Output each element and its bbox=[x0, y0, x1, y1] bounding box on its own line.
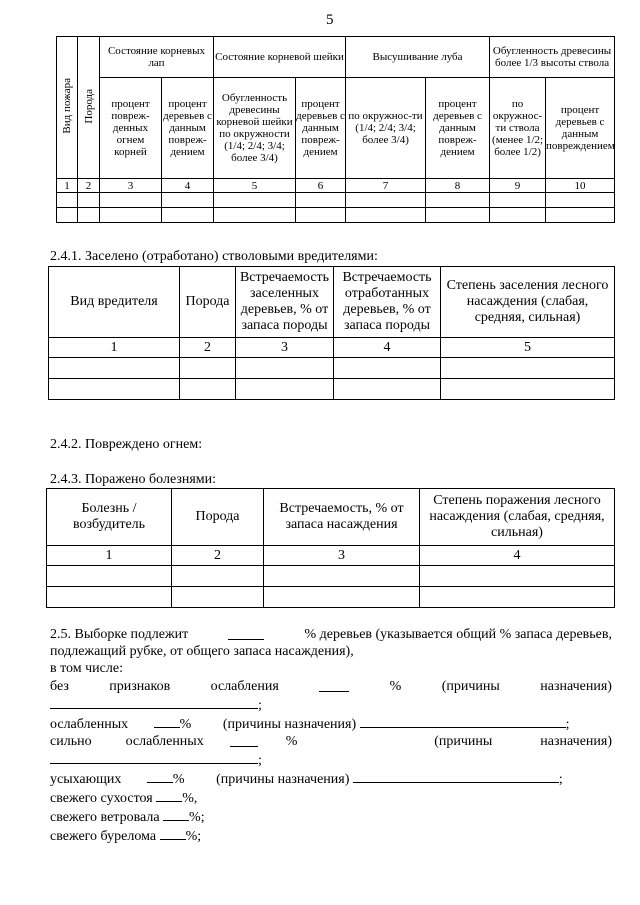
number-cell: 1 bbox=[47, 546, 172, 566]
header-cell: процент деревьев с данным повреж-дением bbox=[296, 78, 346, 179]
number-cell: 1 bbox=[57, 179, 78, 193]
table-row bbox=[57, 208, 615, 223]
number-cell: 1 bbox=[49, 338, 180, 358]
page-number: 5 bbox=[326, 12, 334, 28]
percent-blank[interactable] bbox=[156, 788, 182, 802]
percent-blank[interactable] bbox=[228, 626, 264, 640]
header-cell: процент деревьев с данным повреждением bbox=[546, 78, 615, 179]
header-cell: Порода bbox=[180, 267, 236, 338]
number-cell: 10 bbox=[546, 179, 615, 193]
percent-blank[interactable] bbox=[163, 807, 189, 821]
header-cell: процент повреж-денных огнем корней bbox=[100, 78, 162, 179]
number-cell: 3 bbox=[264, 546, 420, 566]
table-row bbox=[57, 193, 615, 208]
header-cell: процент деревьев с данным повреж-дением bbox=[426, 78, 490, 179]
table-fire-damage bbox=[56, 36, 615, 223]
header-cell: Встречаемость отработанных деревьев, % от запаса породы bbox=[334, 267, 441, 338]
table-row bbox=[49, 358, 615, 379]
number-cell: 8 bbox=[426, 179, 490, 193]
header-cell: Встречаемость заселенных деревьев, % от запаса породы bbox=[236, 267, 334, 338]
section-heading: 2.4.2. Повреждено огнем: bbox=[50, 437, 203, 452]
section-heading: 2.4.3. Поражено болезнями: bbox=[50, 472, 217, 487]
header-cell: Порода bbox=[172, 489, 264, 546]
header-cell: Обугленность древесины корневой шейки по окружности (1/4; 2/4; 3/4; более 3/4) bbox=[214, 78, 296, 179]
header-cell: по окружнос-ти (1/4; 2/4; 3/4; более 3/4) bbox=[346, 78, 426, 179]
percent-blank[interactable] bbox=[147, 769, 173, 783]
header-cell: по окружнос-ти ствола (менее 1/2; более 1/2) bbox=[490, 78, 546, 179]
reason-blank[interactable] bbox=[360, 714, 566, 728]
number-cell: 4 bbox=[334, 338, 441, 358]
table-row bbox=[57, 179, 615, 193]
table-row bbox=[49, 338, 615, 358]
percent-blank[interactable] bbox=[319, 678, 349, 692]
col-species: Порода bbox=[78, 37, 100, 179]
reason-blank[interactable] bbox=[50, 750, 258, 764]
percent-blank[interactable] bbox=[230, 733, 258, 747]
number-cell: 3 bbox=[236, 338, 334, 358]
number-cell: 3 bbox=[100, 179, 162, 193]
number-cell: 9 bbox=[490, 179, 546, 193]
group-neck: Состояние корневой шейки bbox=[214, 37, 346, 78]
table-row bbox=[47, 566, 615, 587]
table-row bbox=[47, 546, 615, 566]
header-cell: процент деревьев с данным повреж-дением bbox=[162, 78, 214, 179]
header-cell: Болезнь / возбудитель bbox=[47, 489, 172, 546]
table-pests bbox=[48, 266, 615, 400]
group-roots: Состояние корневых лап bbox=[100, 37, 214, 78]
header-cell: Встречаемость, % от запаса насаждения bbox=[264, 489, 420, 546]
header-cell: Степень поражения лесного насаждения (слабая, средняя, сильная) bbox=[420, 489, 615, 546]
section-heading: 2.4.1. Заселено (отработано) стволовыми вредителями: bbox=[50, 249, 378, 264]
number-cell: 4 bbox=[162, 179, 214, 193]
header-cell: Вид вредителя bbox=[49, 267, 180, 338]
percent-blank[interactable] bbox=[154, 714, 180, 728]
group-bast: Высушивание луба bbox=[346, 37, 490, 78]
header-cell: Степень заселения лесного насаждения (слабая, средняя, сильная) bbox=[441, 267, 615, 338]
number-cell: 5 bbox=[214, 179, 296, 193]
number-cell: 6 bbox=[296, 179, 346, 193]
number-cell: 2 bbox=[172, 546, 264, 566]
group-charring: Обугленность древесины более 1/3 высоты ствола bbox=[490, 37, 615, 78]
table-row bbox=[49, 379, 615, 400]
number-cell: 4 bbox=[420, 546, 615, 566]
col-fire-type: Вид пожара bbox=[57, 37, 78, 179]
table-row bbox=[47, 587, 615, 608]
reason-blank[interactable] bbox=[353, 769, 559, 783]
number-cell: 5 bbox=[441, 338, 615, 358]
number-cell: 7 bbox=[346, 179, 426, 193]
table-diseases bbox=[46, 488, 615, 608]
number-cell: 2 bbox=[78, 179, 100, 193]
reason-blank[interactable] bbox=[50, 695, 258, 709]
percent-blank[interactable] bbox=[160, 826, 186, 840]
number-cell: 2 bbox=[180, 338, 236, 358]
section-25: 2.5. Выборке подлежит % деревьев (указывается общий % запаса деревьев, подлежащий рубке, от общего запаса насаждения), в том числе: без признаков ослабления % (причины назначения) ; ослабленных % (причины назначения) ; сильно ослабленных % (причины назначения) ; усыхающих % (причины назначения) ; свежего сухостоя %, свежего ветровала %; свежего бурелома %; bbox=[50, 627, 612, 844]
